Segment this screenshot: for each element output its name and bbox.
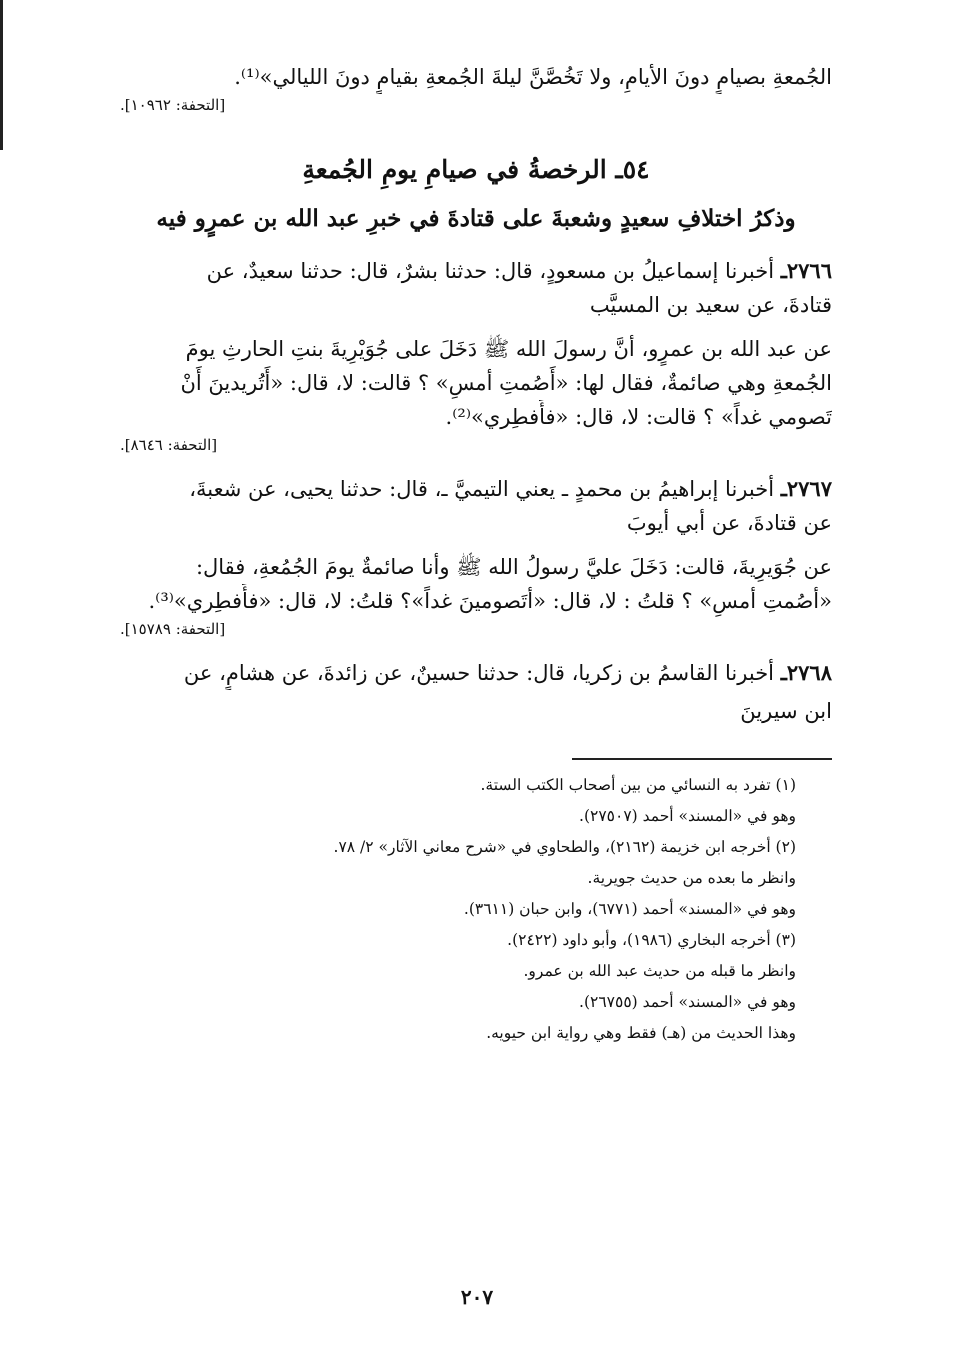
matn-line: عن عبد الله بن عمرٍو، أنَّ رسولَ الله ﷺ دَخَلَ على جُوَيْرِيةَ بنتِ الحارثِ يومَ (185, 337, 832, 361)
matn-line: عن جُوَيرِيةَ، قالت: دَخَلَ عليَّ رسولُ الله ﷺ وأنا صائمةٌ يومَ الجُمُعةِ، فقال: (195, 555, 832, 579)
matn-line: «أصُمتِ أمسِ» ؟ قلتُ : لا، قال: «أتَصومينَ غداً»؟ قلتُ: لا، قال: «فأَفطِري»⁽³⁾. (148, 589, 832, 613)
footnote-line: (٣) أخرجه البخاري (١٩٨٦)، وأبو داود (٢٤٢٢). (507, 931, 796, 949)
footnote-line: (٢) أخرجه ابن خزيمة (٢١٦٢)، والطحاوي في «شرح معاني الآثار» ٢/ ٧٨. (333, 838, 796, 856)
isnad-line: ابن سيرينَ (740, 699, 832, 723)
isnad-text: أخبرنا إبراهيمُ بن محمدٍ ـ يعني التيميَّ ـ، قال: حدثنا يحيى، عن شعبةَ، (189, 477, 775, 501)
isnad-line: عن قتادةَ، عن أبي أيوبَ (626, 511, 832, 535)
hadith-2767 (120, 472, 832, 640)
tuhfa-reference: [التحفة: ١٥٧٨٩]. (120, 620, 226, 638)
page-edge-rule (0, 0, 3, 150)
footnote-line: وانظر ما بعده من حديث جويرية. (587, 869, 796, 887)
footnote-line: وهو في «المسند» أحمد (٢٧٥٠٧). (579, 807, 796, 825)
page-body (120, 60, 832, 1049)
footnote-line: وهو في «المسند» أحمد (٦٧٧١)، وابن حبان (٣٦١١). (463, 900, 796, 918)
hadith-2766 (120, 254, 832, 456)
isnad-text: أخبرنا القاسمُ بن زكريا، قال: حدثنا حسينٌ، عن زائدةَ، عن هشامٍ، عن (183, 661, 775, 685)
footnotes (120, 770, 832, 1049)
matn-line: الجُمعةِ وهي صائمةٌ، فقال لها: «أَصُمتِ أمسِ» ؟ قالت: لا، قال: «أَتُريدينَ أَنْ (180, 371, 832, 395)
footnote-line: وهذا الحديث من (هـ) فقط وهي رواية ابن حيويه. (486, 1024, 796, 1042)
matn-line: تَصومي غداً» ؟ قالت: لا، قال: «فأَفطِري»⁽²⁾. (445, 405, 832, 429)
continued-text-line: الجُمعةِ بصيامٍ دونَ الأيامِ، ولا تَخُصَّنَّ ليلةَ الجُمعةِ بقيامٍ دونَ الليالي»⁽¹⁾. (234, 65, 832, 89)
footnote-line: (١) تفرد به النسائي من بين أصحاب الكتب الستة. (480, 776, 796, 794)
hadith-number: ٢٧٦٧ـ (780, 476, 832, 501)
hadith-number: ٢٧٦٨ـ (780, 660, 832, 685)
chapter-heading: ٥٤ـ الرخصةُ في صيامِ يومِ الجُمعةِ (302, 155, 650, 184)
isnad-line (120, 254, 832, 288)
hadith-2768 (120, 656, 832, 728)
hadith-number: ٢٧٦٦ـ (780, 258, 832, 283)
isnad-text: أخبرنا إسماعيلُ بن مسعودٍ، قال: حدثنا بشرٌ، قال: حدثنا سعيدٌ، عن (206, 259, 775, 283)
isnad-line (120, 656, 832, 690)
tuhfa-reference: [التحفة: ٨٦٤٦]. (120, 436, 218, 454)
page-number: ٢٠٧ (460, 1285, 494, 1309)
footnote-line: وانظر ما قبله من حديث عبد الله بن عمرو. (523, 962, 796, 980)
tuhfa-reference: [التحفة: ١٠٩٦٢]. (120, 96, 226, 114)
isnad-line (120, 472, 832, 506)
chapter-subheading: وذكرُ اختلافِ سعيدٍ وشعبةَ على قتادةَ في خبرِ عبد الله بن عمرٍو فيه (156, 205, 796, 232)
footnote-separator (572, 758, 832, 760)
isnad-line: قتادةَ، عن سعيد بن المسيَّب (589, 293, 832, 317)
footnote-line: وهو في «المسند» أحمد (٢٦٧٥٥). (579, 993, 796, 1011)
